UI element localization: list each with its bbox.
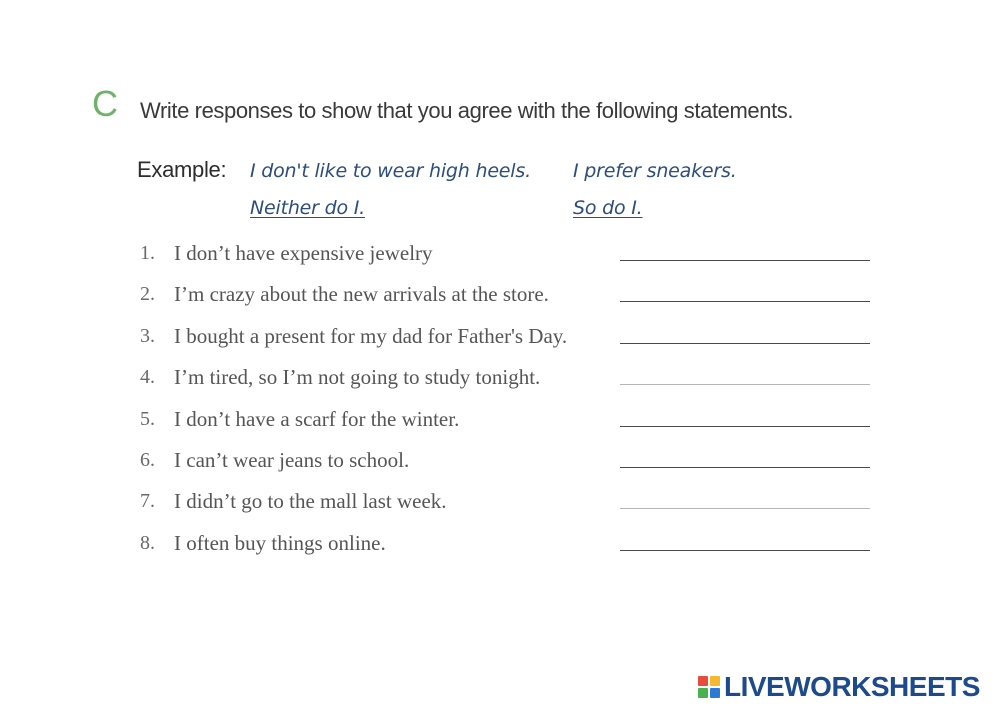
item-number: 6. xyxy=(140,449,155,471)
example-response-1: Neither do I. xyxy=(250,197,365,219)
item-statement: I don’t have a scarf for the winter. xyxy=(174,407,460,431)
section-letter: C xyxy=(92,83,118,124)
liveworksheets-logo xyxy=(698,672,980,702)
list-item xyxy=(140,279,880,313)
item-statement: I often buy things online. xyxy=(174,531,386,555)
list-item xyxy=(140,528,880,562)
logo-text: LIVEWORKSHEETS xyxy=(724,671,980,702)
item-number: 5. xyxy=(140,408,155,430)
item-statement: I’m crazy about the new arrivals at the store. xyxy=(174,282,549,306)
item-number: 4. xyxy=(140,366,155,388)
item-number: 1. xyxy=(140,242,155,264)
logo-mark-square xyxy=(698,688,708,698)
logo-mark-icon xyxy=(698,676,720,698)
answer-input-4[interactable] xyxy=(620,384,870,385)
list-item xyxy=(140,445,880,479)
answer-input-8[interactable] xyxy=(620,550,870,551)
item-statement: I’m tired, so I’m not going to study tonight. xyxy=(174,365,541,389)
item-statement: I don’t have expensive jewelry xyxy=(174,241,433,265)
example-statement-1: I don't like to wear high heels. xyxy=(250,160,531,182)
answer-input-2[interactable] xyxy=(620,301,870,302)
answer-input-3[interactable] xyxy=(620,343,870,344)
list-item xyxy=(140,238,880,272)
example-label: Example: xyxy=(137,157,227,182)
example-statement-2: I prefer sneakers. xyxy=(573,160,737,182)
item-statement: I bought a present for my dad for Father's Day. xyxy=(174,324,568,348)
list-item xyxy=(140,362,880,396)
item-number: 8. xyxy=(140,532,155,554)
logo-mark-square xyxy=(698,676,708,686)
answer-input-6[interactable] xyxy=(620,467,870,468)
list-item xyxy=(140,486,880,520)
list-item xyxy=(140,404,880,438)
item-statement: I didn’t go to the mall last week. xyxy=(174,489,447,513)
answer-input-7[interactable] xyxy=(620,508,870,509)
list-item xyxy=(140,321,880,355)
answer-input-5[interactable] xyxy=(620,426,870,427)
logo-mark-square xyxy=(710,688,720,698)
logo-mark-square xyxy=(710,676,720,686)
item-statement: I can’t wear jeans to school. xyxy=(174,448,410,472)
item-number: 7. xyxy=(140,490,155,512)
example-response-2: So do I. xyxy=(573,197,643,219)
instruction-text: Write responses to show that you agree with the following statements. xyxy=(140,98,794,123)
item-number: 2. xyxy=(140,283,155,305)
item-number: 3. xyxy=(140,325,155,347)
answer-input-1[interactable] xyxy=(620,260,870,261)
